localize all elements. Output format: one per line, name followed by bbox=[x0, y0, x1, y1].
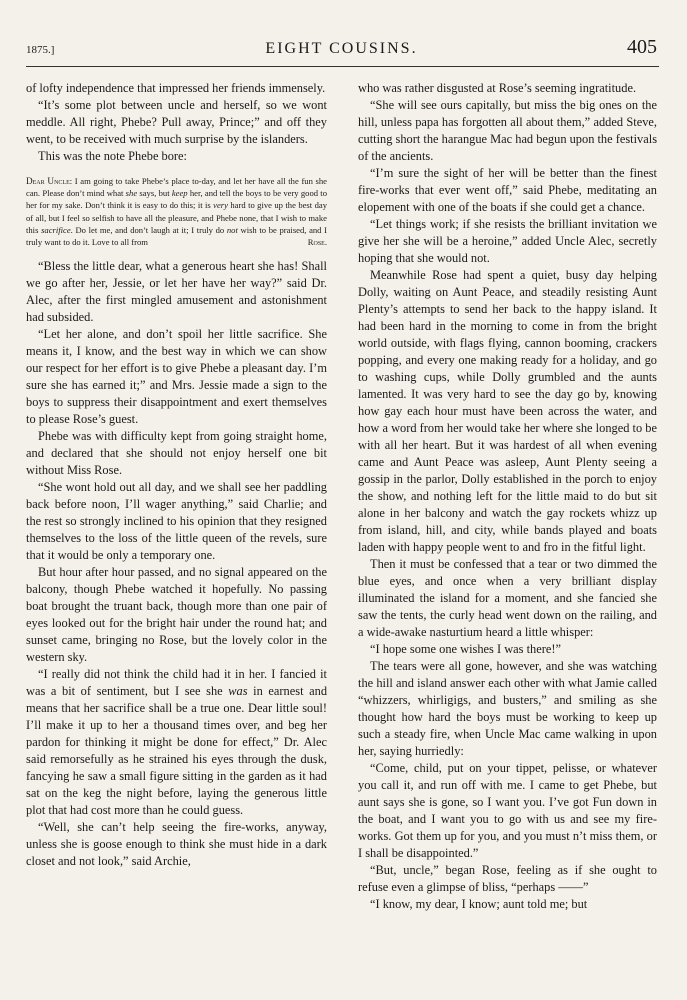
note-text: says, but bbox=[137, 188, 172, 199]
paragraph: who was rather disgusted at Rose’s seeming ingratitude. bbox=[358, 81, 637, 95]
note-text: . Do let me, and don’t laugh at it; I truly do bbox=[70, 224, 227, 235]
note-emphasis: very bbox=[213, 200, 228, 211]
rose-note bbox=[26, 175, 327, 248]
left-column bbox=[26, 80, 327, 985]
page-number: 405 bbox=[627, 36, 657, 58]
running-header bbox=[26, 38, 657, 62]
paragraph: “I’m sure the sight of her will be better than the finest fire-works that ever went off,” said Phebe, meditating an elopement with one of the boats if she could get a chance. bbox=[358, 166, 657, 214]
paragraph: “Well, she can’t help seeing the fire-works, anyway, unless she is goose enough to think she must hide in a dark closet and not look,” said Archie, bbox=[26, 820, 327, 869]
paragraph: “I hope some one wishes I was there!” bbox=[370, 642, 561, 656]
header-title: EIGHT COUSINS. bbox=[265, 40, 418, 57]
paragraph: Phebe was with difficulty kept from going straight home, and declared that she should not enjoy herself one bit without Miss Rose. bbox=[26, 429, 327, 478]
note-signature: Rose. bbox=[307, 237, 327, 248]
paragraph: “Bless the little dear, what a generous heart she has! Shall we go after her, Jessie, or let her have her way?” said Dr. Alec, after the first mingled amusement and astonishment had subsided. bbox=[26, 259, 327, 325]
paragraph: Meanwhile Rose had spent a quiet, busy day helping Dolly, waiting on Aunt Peace, and steadily resisting Aunt Plenty’s attempts to send her back to the happy island. It had been hard in the morning to come in from the bright world outside, with flags flying, cannon booming, crackers popping, and every one making ready for a holiday, and go to washing cups, while Dolly grumbled and the aunts lamented. It was very hard to see the day go by, knowing how gay each hour must have been across the water, and how a word from her would take her where she longed to be with all her heart. But it was hardest of all when evening came and Aunt Peace was asleep, Aunt Plenty seeing a gossip in the parlor, Dolly established in the porch to enjoy the show, and nothing left for the little maid to do but sit alone in her balcony and watch the gay rockets whizz up from island, hill, and city, while bands played and boats laden with happy people went to and fro in the fitful light. bbox=[358, 268, 657, 554]
note-emphasis: sacrifice bbox=[41, 224, 71, 235]
paragraph: “She will see ours capitally, but miss the big ones on the hill, unless papa has forgotten all about them,” added Steve, cutting short the harangue Mac had begun upon the festivals of the ancients. bbox=[358, 98, 657, 163]
paragraph-emphasis: was bbox=[228, 684, 248, 699]
header-date: 1875.] bbox=[26, 44, 55, 56]
header-rule bbox=[26, 66, 659, 67]
note-text: hard to give up the best day of all, but I feel so selfish to have all the pleasure, and Phebe none, that I wish to make this bbox=[26, 200, 327, 235]
paragraph: “She wont hold out all day, and we shall see her paddling back before noon, I’ll wager anything,” said Charlie; and the rest so strongly inclined to his opinion that they resigned themselves to the loss of the little queen of the revels, sure that it would be only a temporary one. bbox=[26, 480, 327, 563]
note-text: : I am going to take Phebe’s place to-day, and let her have all the fun she can. Please don’t mind what bbox=[26, 176, 327, 199]
paragraph: Then it must be confessed that a tear or two dimmed the blue eyes, and once when a very brilliant display illuminated the island for a moment, and she fancied she saw the tents, the curly head went down on the railing, and a wide-awake nasturtium heard a little whisper: bbox=[358, 557, 657, 639]
paragraph bbox=[26, 666, 327, 819]
paragraph: of lofty independence that impressed her friends immensely. bbox=[26, 81, 326, 95]
paragraph: But hour after hour passed, and no signal appeared on the balcony, though Phebe watched it hopefully. No passing boat brought the truant back, though more than one pair of eyes looked out for the bright hair under the round hat; and sunset came, bringing no Rose, but the lovely color in the western sky. bbox=[26, 565, 327, 665]
paragraph: “Let her alone, and don’t spoil her little sacrifice. She means it, I know, and the best way in which we can show our respect for her effort is to give Phebe a pleasant day. I’m sure she has earned it;” and Mrs. Jessie made a sign to the boys to suppress their disappointment and exert themselves to please Rose’s guest. bbox=[26, 327, 327, 427]
paragraph: “Let things work; if she resists the brilliant invitation we give her she will be a heroine,” added Uncle Alec, secretly hoping that she would not. bbox=[358, 217, 657, 265]
paragraph-text: in earnest and means that her sacrifice shall be a true one. Dear little soul! I’ll make it up to her a thousand times over, and beg her pardon for thinking it might be done for effect,” Dr. Alec said remorsefully as he strained his eyes through the dusk, fancying he saw a small figure sitting in the garden as it had sat on the keg the night before, laying the generous little plot that had cost more than he could guess. bbox=[26, 684, 327, 818]
paragraph: “Come, child, put on your tippet, pelisse, or whatever you call it, and run off with me. I came to get Phebe, but aunt says she is gone, so I want you. I’ve got Fun down in the boat, and I want you to go with us and see my fire-works. Got them up for you, and you must n’t miss them, or I shall be disappointed.” bbox=[358, 761, 657, 860]
paragraph: “I know, my dear, I know; aunt told me; but bbox=[370, 897, 588, 911]
paragraph: “But, uncle,” began Rose, feeling as if she ought to refuse even a glimpse of bliss, “perhaps ——” bbox=[358, 863, 657, 894]
paragraph: The tears were all gone, however, and she was watching the hill and island answer each other with what Jamie called “whizzers, whirligigs, and busters,” and smiling as she thought how hard the boys must be working to keep up such a steady fire, when Uncle Mac came walking in upon her, saying hurriedly: bbox=[358, 659, 657, 758]
note-salutation: Dear Uncle bbox=[26, 176, 70, 186]
paragraph-text: “I really did not think the child had it in her. I fancied it was a bit of sentiment, but I see she bbox=[26, 667, 327, 699]
note-text: wish to be praised, and I truly want to do it. Love to all from bbox=[26, 224, 327, 248]
note-emphasis: keep bbox=[171, 188, 188, 199]
paragraph: This was the note Phebe bore: bbox=[38, 149, 187, 163]
note-emphasis: not bbox=[226, 224, 238, 235]
paragraph: “It’s some plot between uncle and herself, so we wont meddle. All right, Phebe? Pull away, Prince;” and off they went, to be received with much surprise by the islanders. bbox=[26, 98, 327, 146]
right-column bbox=[358, 80, 657, 985]
note-emphasis: she bbox=[125, 188, 138, 199]
note-text: her, and tell the boys to be very good to her for my sake. Don’t think it is easy to do this; it is bbox=[26, 188, 327, 211]
